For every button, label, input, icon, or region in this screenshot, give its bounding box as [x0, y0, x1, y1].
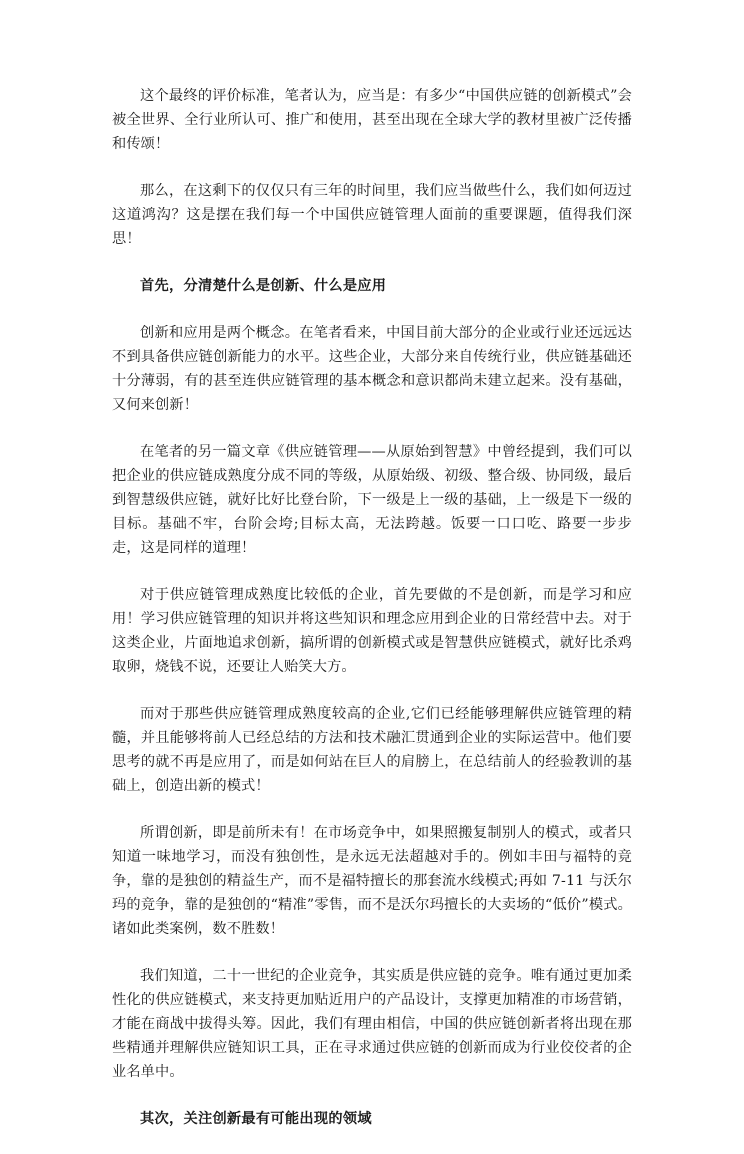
document-page: [112, 84, 632, 1154]
paragraph-evaluation-standard: 这个最终的评价标准，笔者认为，应当是：有多少“中国供应链的创新模式”会被全世界、全行业所认可、推广和使用，甚至出现在全球大学的教材里被广泛传播和传颂！: [112, 88, 632, 152]
section-heading-innovation-vs-application: 首先，分清楚什么是创新、什么是应用: [140, 278, 387, 294]
paragraph-maturity-levels: 在笔者的另一篇文章《供应链管理——从原始到智慧》中曾经提到，我们可以把企业的供应链成熟度分成不同的等级，从原始级、初级、整合级、协同级，最后到智慧级供应链，就好比好比登台阶，下一级是上一级的基础，上一级是下一级的目标。基础不牢，台阶会垮;目标太高，无法跨越。饭要一口口吃、路要一步步走，这是同样的道理！: [112, 444, 632, 556]
paragraph-high-maturity: 而对于那些供应链管理成熟度较高的企业,它们已经能够理解供应链管理的精髓，并且能够将前人已经总结的方法和技术融汇贯通到企业的实际运营中。他们要思考的就不再是应用了，而是如何站在巨人的肩膀上，在总结前人的经验教训的基础上，创造出新的模式！: [112, 706, 632, 794]
paragraph-supply-chain-competition: 我们知道，二十一世纪的企业竞争，其实质是供应链的竞争。唯有通过更加柔性化的供应链模式，来支持更加贴近用户的产品设计，支撑更加精准的市场营销，才能在商战中拔得头筹。因此，我们有理由相信，中国的供应链创新者将出现在那些精通并理解供应链知识工具，正在寻求通过供应链的创新而成为行业佼佼者的企业名单中。: [112, 968, 632, 1080]
section-heading-focus-areas: 其次，关注创新最有可能出现的领域: [140, 1111, 372, 1127]
paragraph-what-is-innovation: 所谓创新，即是前所未有！在市场竞争中，如果照搬复制别人的模式，或者只知道一味地学习，而没有独创性，是永远无法超越对手的。例如丰田与福特的竞争，靠的是独创的精益生产，而不是福特擅长的那套流水线模式;再如 7-11 与沃尔玛的竞争，靠的是独创的“精准”零售，而不是沃尔玛擅长的大卖场的“低价”模式。诸如此类案例，数不胜数！: [112, 825, 632, 937]
paragraph-low-maturity: 对于供应链管理成熟度比较低的企业，首先要做的不是创新，而是学习和应用！学习供应链管理的知识并将这些知识和理念应用到企业的日常经营中去。对于这类企业，片面地追求创新，搞所谓的创新模式或是智慧供应链模式，就好比杀鸡取卵，烧钱不说，还要让人贻笑大方。: [112, 587, 632, 675]
paragraph-two-concepts: 创新和应用是两个概念。在笔者看来，中国目前大部分的企业或行业还远远达不到具备供应链创新能力的水平。这些企业，大部分来自传统行业，供应链基础还十分薄弱，有的甚至连供应链管理的基本概念和意识都尚未建立起来。没有基础，又何来创新！: [112, 325, 632, 413]
paragraph-three-years: 那么，在这剩下的仅仅只有三年的时间里，我们应当做些什么，我们如何迈过这道鸿沟？这是摆在我们每一个中国供应链管理人面前的重要课题，值得我们深思！: [112, 183, 632, 247]
